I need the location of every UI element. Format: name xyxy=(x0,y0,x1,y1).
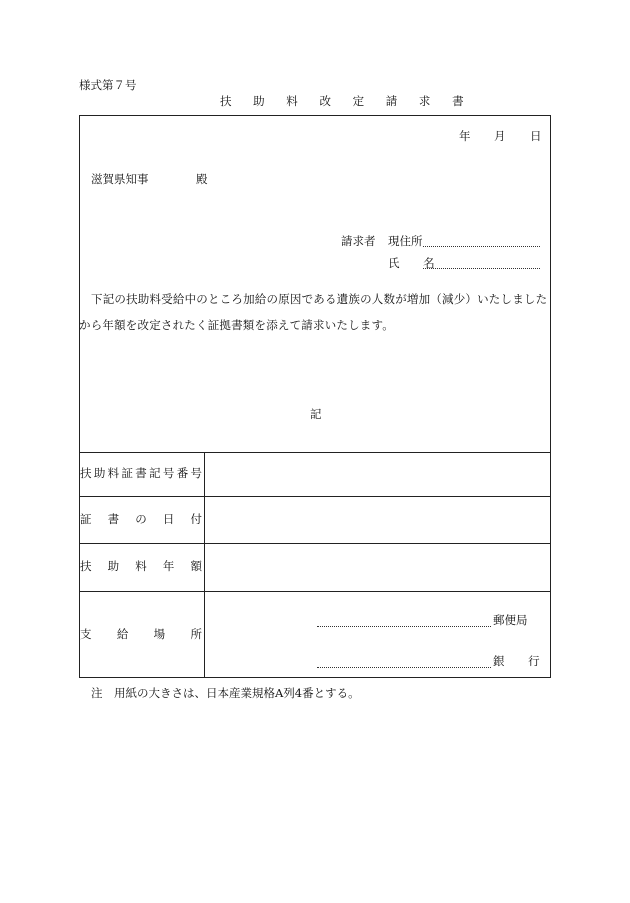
row-label-char: の xyxy=(135,512,147,526)
row-label-char: 番 xyxy=(176,466,189,480)
row-label-certificate-date xyxy=(80,514,202,526)
row-label-char: 日 xyxy=(162,512,175,526)
row-label-payment-place xyxy=(80,629,202,641)
row-label-char: 給 xyxy=(116,627,129,641)
row-divider xyxy=(79,543,551,544)
document-title: 扶 助 料 改 定 請 求 書 xyxy=(220,94,473,108)
row-label-char: 料 xyxy=(135,559,147,573)
honorific: 殿 xyxy=(196,172,208,186)
row-label-char: 料 xyxy=(107,466,120,480)
date-month-label: 月 xyxy=(494,129,506,143)
row-label-char: 扶 xyxy=(80,466,92,480)
date-year-label: 年 xyxy=(459,129,471,143)
row-label-char: 証 xyxy=(121,466,133,480)
row-label-char: 助 xyxy=(107,559,120,573)
post-office-label: 郵便局 xyxy=(493,613,528,627)
row-label-char: 年 xyxy=(162,559,175,573)
row-label-char: 証 xyxy=(80,512,92,526)
row-label-annual-amount xyxy=(80,561,202,573)
row-divider xyxy=(79,496,551,497)
row-label-char: 号 xyxy=(162,466,175,480)
column-divider xyxy=(204,452,205,678)
address-field[interactable] xyxy=(423,246,540,247)
bank-field[interactable] xyxy=(317,667,491,668)
row-label-char: 助 xyxy=(93,466,106,480)
body-text-line-1: 下記の扶助料受給中のところ加給の原因である遺族の人数が増加（減少）いたしました xyxy=(91,292,548,306)
row-label-char: 付 xyxy=(190,512,202,526)
requester-label: 請求者 xyxy=(341,234,376,248)
row-label-char: 所 xyxy=(190,627,202,641)
date-day-label: 日 xyxy=(530,129,542,143)
form-frame xyxy=(79,115,551,678)
address-label: 現住所 xyxy=(388,234,423,248)
row-label-char: 記 xyxy=(149,466,161,480)
row-label-char: 場 xyxy=(153,627,166,641)
footnote: 注 用紙の大きさは、日本産業規格A列4番とする。 xyxy=(91,686,360,700)
name-label: 氏 名 xyxy=(388,256,445,270)
row-label-char: 書 xyxy=(107,512,120,526)
row-label-certificate-number xyxy=(80,468,202,480)
body-text-line-2: から年額を改定されたく証拠書類を添えて請求いたします。 xyxy=(79,318,394,332)
addressee: 滋賀県知事 xyxy=(91,172,149,186)
post-office-field[interactable] xyxy=(317,626,491,627)
row-label-char: 号 xyxy=(190,466,202,480)
row-label-char: 支 xyxy=(80,627,92,641)
row-label-char: 扶 xyxy=(80,559,92,573)
ki-heading: 記 xyxy=(310,407,322,421)
row-label-char: 書 xyxy=(135,466,147,480)
name-field[interactable] xyxy=(423,268,540,269)
bank-label: 銀 行 xyxy=(493,654,550,668)
row-divider xyxy=(79,591,551,592)
form-number: 様式第７号 xyxy=(79,78,137,92)
row-divider xyxy=(79,452,551,453)
row-label-char: 額 xyxy=(190,559,202,573)
